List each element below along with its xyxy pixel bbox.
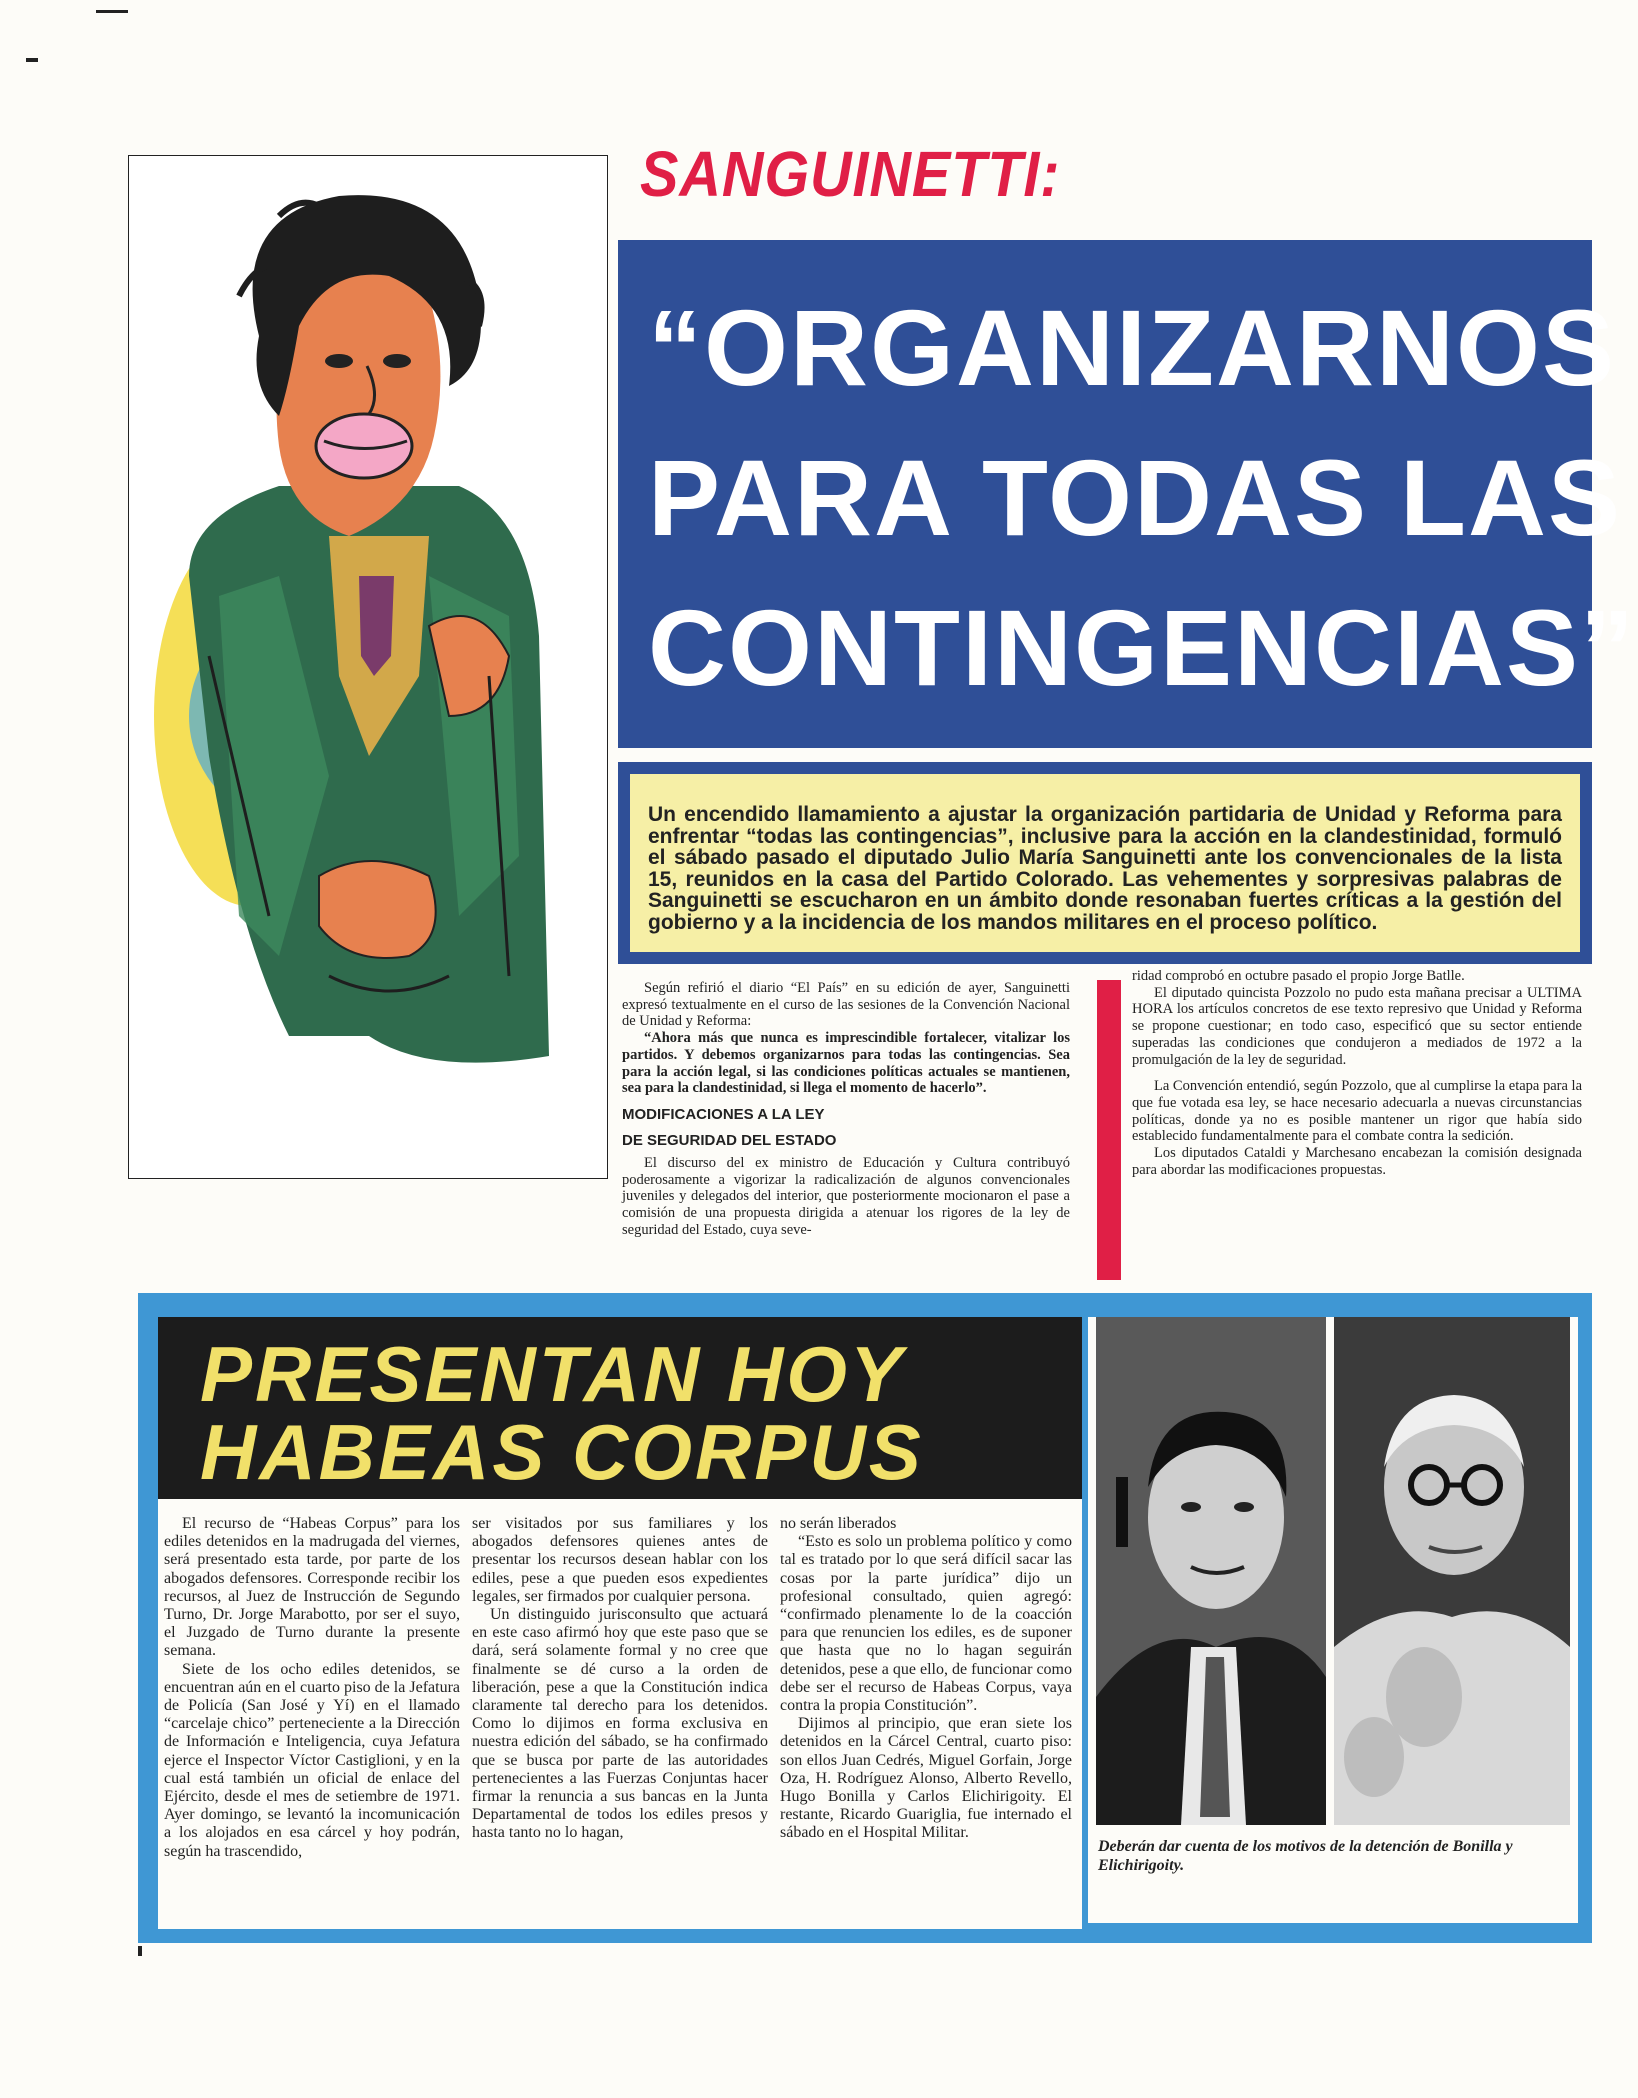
photo-elichirigoity bbox=[1334, 1317, 1570, 1825]
lead-paragraph: Un encendido llamamiento a ajustar la organización partidaria de Unidad y Reforma para enfrentar “todas las contingencias”, inclusive para la acción en la clandestinidad, formuló el sábado pasado el diputado Julio María Sanguinetti ante los convencionales de la lista 15, reunidos en la casa del Partido Colorado. Las vehementes y sorpresivas palabras de Sanguinetti se escucharon en un ámbito donde resonaban fuertes críticas a la gestión del gobierno y a la incidencia de los mandos militares en el proceso político. bbox=[648, 803, 1562, 934]
headline-banner bbox=[618, 240, 1637, 748]
article-paragraph: no serán liberados bbox=[780, 1515, 897, 1532]
habeas-corpus-article bbox=[158, 1317, 1082, 1929]
photo-caption: Deberán dar cuenta de los motivos de la detención de Bonilla y Elichirigoity. bbox=[1098, 1838, 1513, 1874]
photo-bonilla-image bbox=[1096, 1317, 1326, 1825]
article-quote: “Ahora más que nunca es imprescindible fortalecer, vitalizar los partidos. Y debemos organizarnos para todas las contingencias. Sea para la acción legal, si las condiciones políticas actuales se mantienen, sea para la clandestinidad, si llega el momento de hacerlo”. bbox=[622, 1030, 1070, 1097]
photo-elichirigoity-image bbox=[1334, 1317, 1570, 1825]
article-paragraph: El discurso del ex ministro de Educación y Cultura contribuyó poderosamente a vigorizar la radicalización de algunos convencionales juveniles y delegados del interior, que posteriormente mocionaron el pase a comisión de una propuesta dirigida a atenuar los rigores de la ley de seguridad del Estado, cuya seve- bbox=[622, 1154, 1070, 1238]
article-paragraph: La Convención entendió, según Pozzolo, que al cumplirse la etapa para la que fue votada esa ley, se hace necesario adecuarla a nuevas circunstancias políticas, donde ya no es posible mantener un rigor que había sido establecido fundamentalmente para el combate contra la sedición. bbox=[1132, 1078, 1583, 1145]
scan-mark bbox=[96, 10, 128, 13]
caricature-drawing bbox=[129, 156, 607, 1178]
photo-panel bbox=[1088, 1317, 1578, 1923]
article-paragraph: Siete de los ocho ediles detenidos, se encuentran aún en el cuarto piso de la Jefatura de Policía (San José y Yí) en el llamado “carcelaje chico” perteneciente a la Dirección de Información e Inteligencia, cuya Jefatura ejerce el Inspector Víctor Castiglioni, y en la cual está también un oficial de enlace del Ejército, desde el mes de setiembre de 1971. Ayer domingo, se levantó la incomunicación a los alojados en esa cárcel y hoy podrán, según ha trascendido, bbox=[164, 1660, 460, 1860]
scan-mark bbox=[26, 58, 38, 62]
scan-mark bbox=[138, 1946, 142, 1956]
article-paragraph: “Esto es solo un problema político y como tal es tratado por lo que será difícil sacar las cosas por la parte jurídica” dijo un profesional consultado, quien agregó: “confirmado plenamente lo de la coacción para que renuncien los ediles, es de suponer que hasta que no lo hagan seguirán detenidos, pese a que ello, de funcionar como debe ser el recurso de Habeas Corpus, vaya contra la propia Constitución”. bbox=[780, 1533, 1072, 1715]
article-paragraph: ser visitados por sus familiares y los abogados defensores quienes antes de presentar los recursos desean hablar con los ediles, pese a que pueden esos expedientes legales, ser firmados por cualquier persona. bbox=[472, 1515, 768, 1605]
article-paragraph: Los diputados Cataldi y Marchesano encabezan la comisión designada para abordar las modificaciones propuestas. bbox=[1132, 1145, 1582, 1178]
habeas-column-1 bbox=[164, 1515, 460, 1861]
article-paragraph: El diputado quincista Pozzolo no pudo esta mañana precisar a ULTIMA HORA los artículos concretos de ese texto represivo que Unidad y Reforma se propone cuestionar; en todo caso, especificó que su sector entiende superadas las condiciones que condujeron a mediados de 1972 a la promulgación de la ley de seguridad. bbox=[1132, 984, 1582, 1068]
photo-bonilla bbox=[1096, 1317, 1326, 1825]
habeas-title-line: PRESENTAN HOY bbox=[200, 1330, 905, 1418]
lead-box bbox=[618, 762, 1592, 964]
section-subhead: DE SEGURIDAD DEL ESTADO bbox=[622, 1131, 837, 1149]
headline-line: CONTINGENCIAS” bbox=[648, 587, 1637, 708]
habeas-corpus-section bbox=[138, 1293, 1592, 1943]
article-column-2 bbox=[1132, 968, 1582, 1178]
article-paragraph: ridad comprobó en octubre pasado el propio Jorge Batlle. bbox=[1132, 968, 1465, 984]
article-paragraph: Un distinguido jurisconsulto que actuará en este caso afirmó hoy que este paso que se dará, será solamente formal y no cree que finalmente se dé curso a la orden de liberación, pese a que la Constitución indica claramente tal derecho para los detenidos. Como lo dijimos en forma exclusiva en nuestra edición del sábado, se ha confirmado que se busca por parte de las autoridades pertenecientes a las Fuerzas Conjuntas hacer firmar la renuncia a sus bancas en la Junta Departamental de todos los ediles presos y hasta tanto no lo hagan, bbox=[472, 1606, 768, 1842]
habeas-corpus-headline bbox=[158, 1317, 1082, 1499]
headline-line: PARA TODAS LAS bbox=[648, 437, 1623, 558]
red-accent-bar bbox=[1097, 980, 1121, 1280]
habeas-column-3 bbox=[780, 1515, 1072, 1843]
headline-line: “ORGANIZARNOS bbox=[648, 287, 1616, 408]
article-paragraph: El recurso de “Habeas Corpus” para los ediles detenidos en la madrugada del viernes, será presentado esta tarde, por parte de los abogados defensores. Corresponde recibir los recursos, al Juez de Instrucción de Segundo Turno, Dr. Jorge Marabotto, por ser el suyo, el Juzgado de Turno durante la presente semana. bbox=[164, 1515, 460, 1660]
habeas-title-line: HABEAS CORPUS bbox=[200, 1408, 924, 1496]
article-column-1 bbox=[622, 980, 1070, 1238]
article-paragraph: Dijimos al principio, que eran siete los detenidos en la Cárcel Central, cuarto piso: son ellos Juan Cedrés, Miguel Gorfain, Jorge Oza, H. Rodríguez Alonso, Alberto Revello, Hugo Bonilla y Carlos Elichirigoity. El restante, Ricardo Guariglia, fue internado el sábado en el Hospital Militar. bbox=[780, 1715, 1072, 1842]
caricature-illustration bbox=[128, 155, 608, 1179]
habeas-column-2 bbox=[472, 1515, 768, 1843]
headline-kicker: SANGUINETTI: bbox=[640, 138, 1061, 210]
section-subhead: MODIFICACIONES A LA LEY bbox=[622, 1105, 825, 1123]
article-paragraph: Según refirió el diario “El País” en su edición de ayer, Sanguinetti expresó textualmente en el curso de las sesiones de la Convención Nacional de Unidad y Reforma: bbox=[622, 980, 1070, 1030]
lead-box-inner bbox=[630, 774, 1580, 952]
